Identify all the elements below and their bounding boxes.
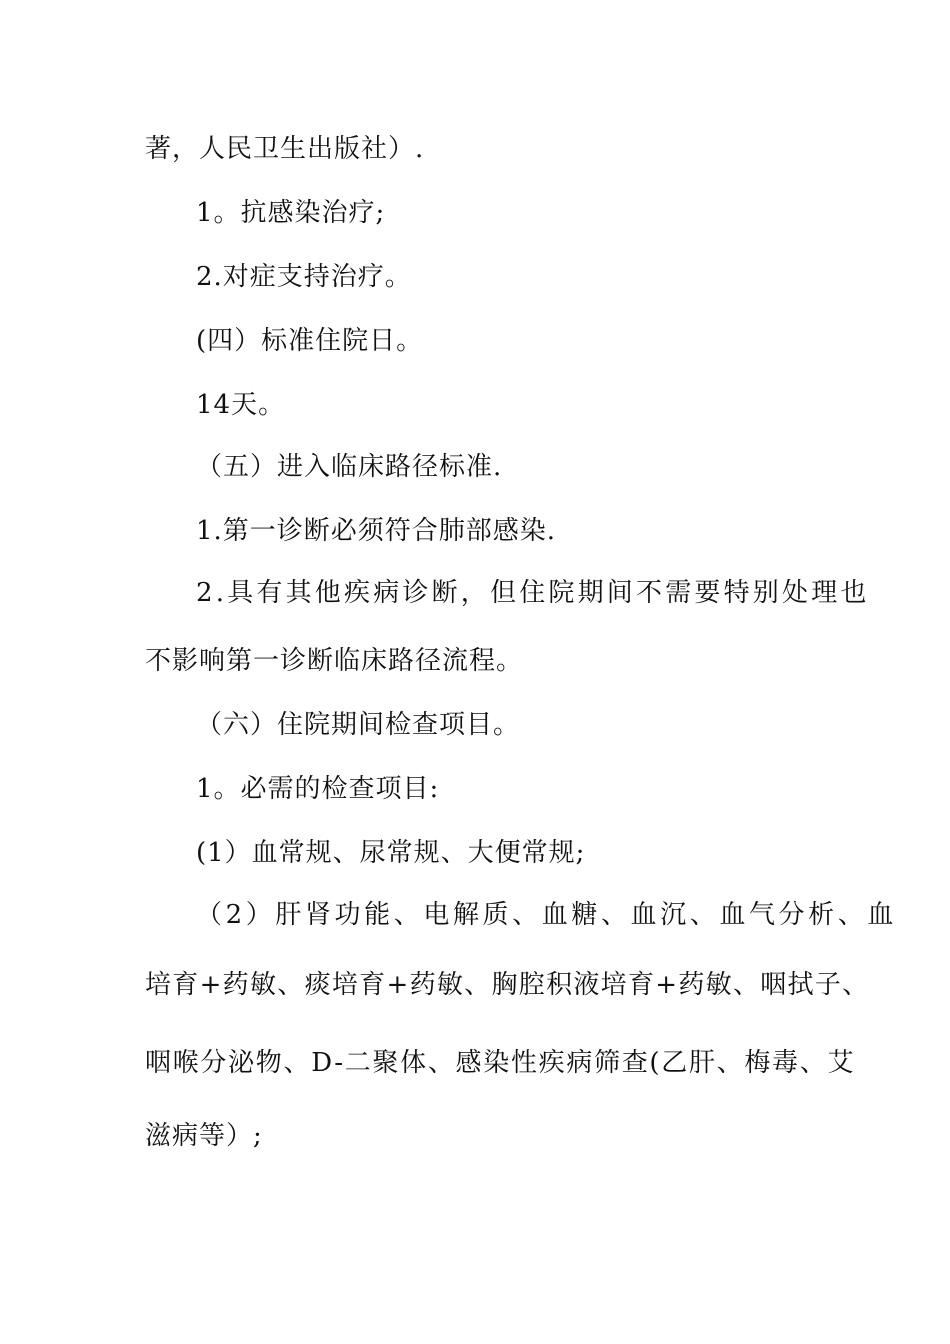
text-line: 1。抗感染治疗; — [196, 198, 386, 228]
section-heading: (四）标准住院日。 — [196, 326, 424, 356]
text-line: 2.具有其他疾病诊断，但住院期间不需要特别处理也 — [196, 578, 870, 608]
text-line: 1。必需的检查项目: — [196, 774, 440, 804]
text-line: （2）肝肾功能、电解质、血糖、血沉、血气分析、血 — [196, 900, 897, 930]
text-line: 滋病等）; — [145, 1121, 263, 1151]
text-line: (1）血常规、尿常规、大便常规; — [196, 838, 586, 868]
text-line: 14天。 — [196, 390, 286, 420]
section-heading: （六）住院期间检查项目。 — [196, 710, 521, 740]
text-line: 2.对症支持治疗。 — [196, 262, 412, 292]
section-heading: （五）进入临床路径标准. — [196, 452, 503, 482]
text-line: 咽喉分泌物、D-二聚体、感染性疾病筛查(乙肝、梅毒、艾 — [145, 1048, 856, 1078]
text-line: 不影响第一诊断临床路径流程。 — [145, 646, 524, 676]
text-line: 1.第一诊断必须符合肺部感染. — [196, 516, 557, 546]
text-line: 著，人民卫生出版社）. — [145, 134, 425, 164]
text-line: 培育+药敏、痰培育+药敏、胸腔积液培育+药敏、咽拭子、 — [145, 970, 870, 1000]
